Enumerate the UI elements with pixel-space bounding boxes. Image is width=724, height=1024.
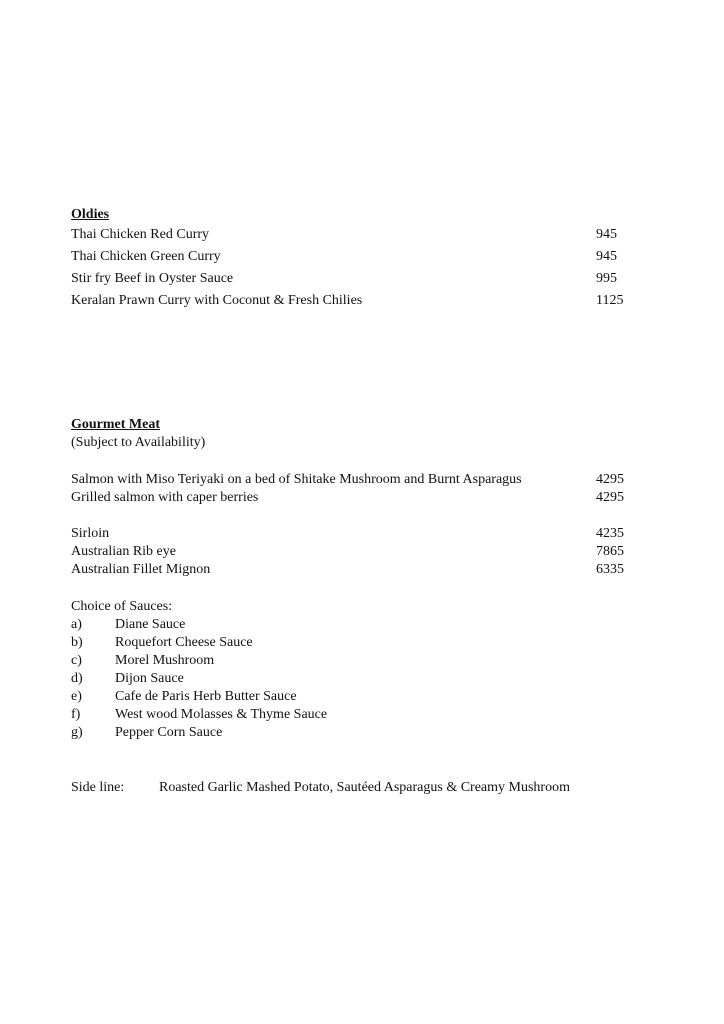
sauce-item	[71, 706, 651, 724]
salmon-items	[71, 471, 651, 507]
sauce-name: Roquefort Cheese Sauce	[115, 635, 253, 650]
sauces-list	[71, 598, 651, 742]
menu-item	[71, 525, 651, 543]
sauce-letter: b)	[71, 635, 83, 650]
menu-item	[71, 543, 651, 561]
sauce-name: West wood Molasses & Thyme Sauce	[115, 707, 328, 722]
sauce-item	[71, 724, 651, 742]
menu-item-name: Australian Fillet Mignon	[71, 562, 211, 577]
oldies-heading: Oldies	[71, 207, 110, 222]
menu-item-price: 4295	[596, 490, 624, 505]
menu-item-price: 7865	[596, 544, 624, 559]
menu-item-name: Australian Rib eye	[71, 544, 176, 559]
sauce-letter: c)	[71, 653, 82, 668]
sauce-name: Cafe de Paris Herb Butter Sauce	[115, 689, 297, 704]
steak-items	[71, 525, 651, 579]
menu-item-price: 4235	[596, 526, 624, 541]
menu-item-name: Grilled salmon with caper berries	[71, 490, 259, 505]
menu-item-name: Sirloin	[71, 526, 110, 541]
menu-item-price: 6335	[596, 562, 624, 577]
menu-item-name: Thai Chicken Green Curry	[71, 249, 221, 264]
sauce-item	[71, 634, 651, 652]
sauce-letter: f)	[71, 707, 81, 722]
oldies-section	[71, 206, 651, 312]
gourmet-subheading: (Subject to Availability)	[71, 435, 206, 450]
sauce-name: Morel Mushroom	[115, 653, 215, 668]
menu-item	[71, 471, 651, 489]
sauce-name: Dijon Sauce	[115, 671, 184, 686]
menu-item-name: Stir fry Beef in Oyster Sauce	[71, 271, 234, 286]
sauce-letter: d)	[71, 671, 83, 686]
menu-item	[71, 561, 651, 579]
gourmet-meat-section	[71, 416, 651, 452]
sauce-item	[71, 670, 651, 688]
sauce-letter: g)	[71, 725, 83, 740]
menu-item	[71, 268, 651, 290]
menu-item	[71, 489, 651, 507]
sauce-letter: e)	[71, 689, 82, 704]
menu-item	[71, 246, 651, 268]
menu-item-name: Thai Chicken Red Curry	[71, 227, 210, 242]
menu-item-name: Salmon with Miso Teriyaki on a bed of Shitake Mushroom and Burnt Asparagus	[71, 472, 522, 487]
menu-item-price: 945	[596, 249, 617, 264]
side-line-text: Roasted Garlic Mashed Potato, Sautéed Asparagus & Creamy Mushroom	[159, 780, 570, 795]
menu-item-price: 1125	[596, 293, 624, 308]
side-line-row	[71, 779, 651, 797]
sauce-item	[71, 616, 651, 634]
menu-item-price: 4295	[596, 472, 624, 487]
sauce-name: Pepper Corn Sauce	[115, 725, 223, 740]
menu-item	[71, 224, 651, 246]
menu-item-name: Keralan Prawn Curry with Coconut & Fresh Chilies	[71, 293, 363, 308]
sauce-item	[71, 652, 651, 670]
gourmet-heading: Gourmet Meat	[71, 417, 161, 432]
side-line-label: Side line:	[71, 780, 125, 795]
side-line	[71, 779, 651, 797]
sauces-heading: Choice of Sauces:	[71, 599, 173, 614]
menu-item-price: 995	[596, 271, 617, 286]
menu-item	[71, 290, 651, 312]
sauce-letter: a)	[71, 617, 82, 632]
menu-item-price: 945	[596, 227, 617, 242]
sauce-name: Diane Sauce	[115, 617, 186, 632]
sauce-item	[71, 688, 651, 706]
